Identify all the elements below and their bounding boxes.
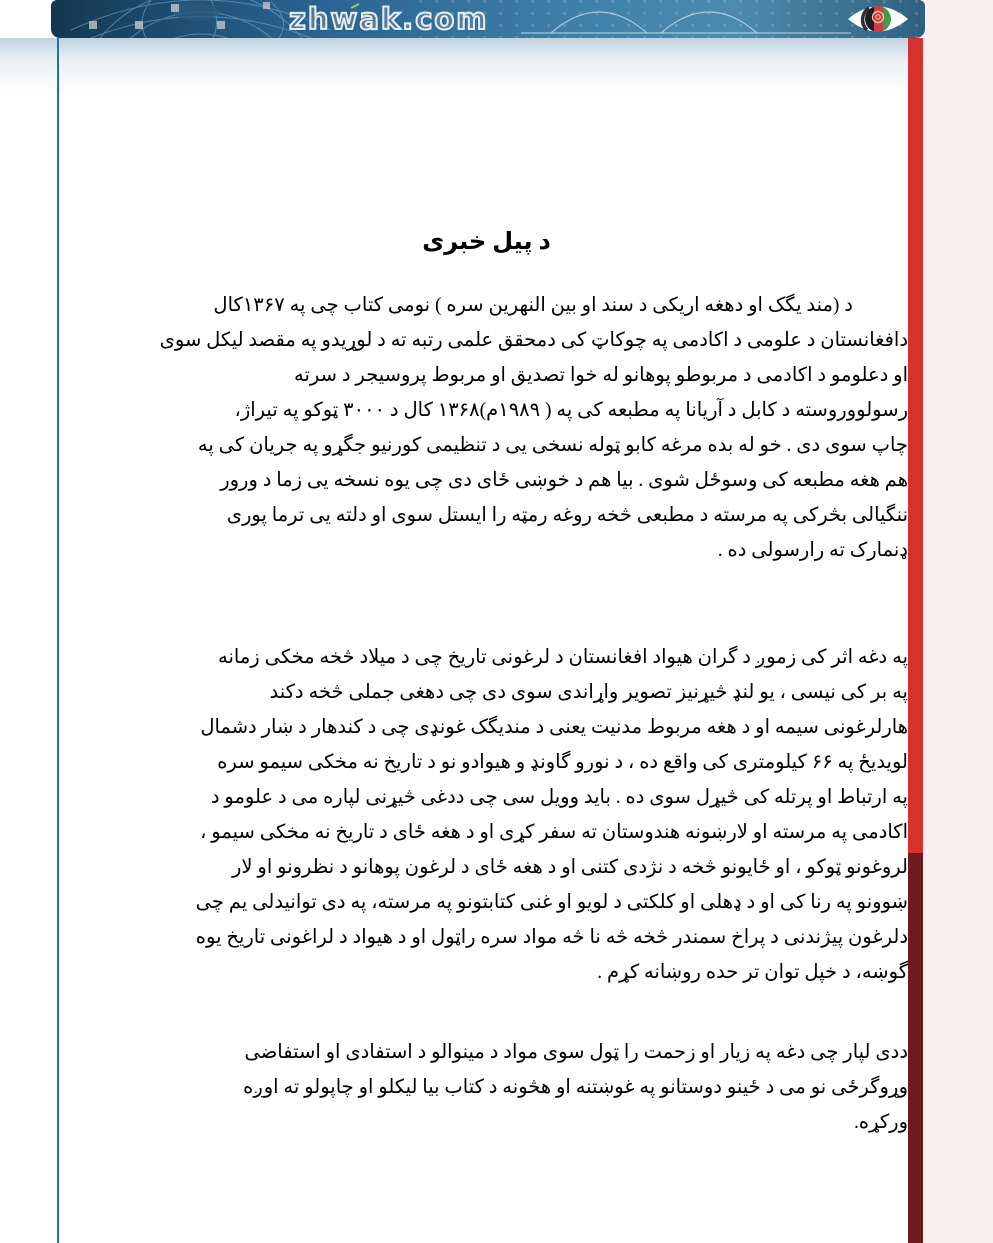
text-line: چاپ سوی دی . خو له بده مرغه کابو ټوله نسخی یی د تنظیمی کورنیو جگړو په جریان کی په bbox=[197, 435, 908, 456]
site-name-logo[interactable]: zhwak.com bbox=[289, 2, 489, 36]
text-line: دافغانستان د علومی د اکادمی په چوکاټ کی دمحقق علمی رتبه ته د لوړیدو په مقصد لیکل سوی bbox=[159, 330, 908, 351]
accent-bar-red bbox=[908, 38, 923, 853]
page-title: د پیل خبری bbox=[422, 229, 551, 255]
text-line: په بر کی نیسی ، یو لنډ څیړنیز تصویر واړاندی سوی دی چی دهغی جملی څخه دکند bbox=[269, 682, 908, 703]
text-line: په ارتباط او پرتله کی څیړل سوی ده . باید وویل سی چی ددغی څیړنی لپاره می د علومو د bbox=[210, 787, 908, 808]
text-line: دلرغون پیژندنی د پراخ سمندر څخه څه نا څه مواد سره راټول او د هیواد د لراغونی تاریخ یوه bbox=[195, 927, 908, 948]
text-line: هارلرغونی سیمه او د هغه مربوط مدنیت یعنی د مندیگک غونډی چی د کندهار د ښار دشمال bbox=[200, 717, 908, 738]
site-header-banner bbox=[51, 0, 925, 38]
text-line: د (مند یگک او دهغه اریکی د سند او بین النهرین سره ) نومی کتاب چی په ۱۳۶۷کال bbox=[213, 295, 853, 316]
text-line: هم هغه مطبعه کی وسوځل شوی . بیا هم د خوښی ځای دی چی یوه نسخه یی زما د ورور bbox=[220, 470, 908, 491]
text-line: رسولووروسته د کابل د آریانا په مطبعه کی په ( ۱۹۸۹م)۱۳۶۸ کال د ۳۰۰۰ ټوکو په تیراژ، bbox=[234, 400, 908, 421]
text-line: ددی لپار چی دغه په زیار او زحمت را ټول سوی مواد د مینوالو د استفادی او استفاضی bbox=[244, 1042, 908, 1063]
paragraph-2 bbox=[65, 640, 908, 990]
accent-bar-maroon bbox=[908, 853, 923, 1243]
text-line: وړوگرځی نو می د ځینو دوستانو په غوښتنه او هڅونه د کتاب بیا لیکلو او چاپولو ته اوږه bbox=[243, 1077, 908, 1098]
right-side-strip bbox=[923, 0, 993, 1243]
banner-shadow bbox=[0, 38, 908, 94]
text-line: گوښه، د خپل توان تر حده روښانه کړم . bbox=[597, 962, 908, 983]
text-line: ورکړه. bbox=[854, 1112, 908, 1133]
text-line: په دغه اثر کی زموږ د گران هیواد افغانستان د لرغونی تاریخ چی د میلاد څخه مخکی زمانه bbox=[218, 647, 908, 668]
text-line: ښوونو په رنا کی او د ډهلی او کلکتی د لویو او غنی کتابتونو په مرسته، په دی توانیدلی یم چی bbox=[195, 892, 908, 913]
text-line: او دعلومو د اکادمی د مربوطو پوهانو له خوا تصدیق او مربوط پروسیجر د سرته bbox=[294, 365, 908, 386]
left-border-line bbox=[57, 38, 59, 1243]
paragraph-3 bbox=[65, 1035, 908, 1140]
afghan-flag-eye-icon[interactable] bbox=[845, 1, 911, 37]
text-line: ډنمارک ته رارسولی ده . bbox=[717, 540, 908, 561]
text-line: لویدیځ په ۶۶ کیلومتری کی واقع ده ، د نورو گاونډ و هیوادو نو د تاریخ نه مخکی سیمو سره bbox=[217, 752, 908, 773]
paragraph-1 bbox=[65, 288, 908, 568]
text-line: لروغونو ټوکو ، او ځایونو څخه د نژدی کتنی او د هغه ځای د لرغون پوهانو د نظرونو او لار bbox=[232, 857, 908, 878]
article bbox=[65, 225, 908, 1140]
text-line: اکادمی په مرسته او لارښونه هندوستان ته سفر کړی او د هغه ځای د تاریخ نه مخکی سیمو ، bbox=[200, 822, 908, 843]
text-line: ننگیالی بڅرکی په مرسته د مطبعی څخه روغه رمټه را ایستل سوی او دلته یی ترما پوری bbox=[226, 505, 908, 526]
